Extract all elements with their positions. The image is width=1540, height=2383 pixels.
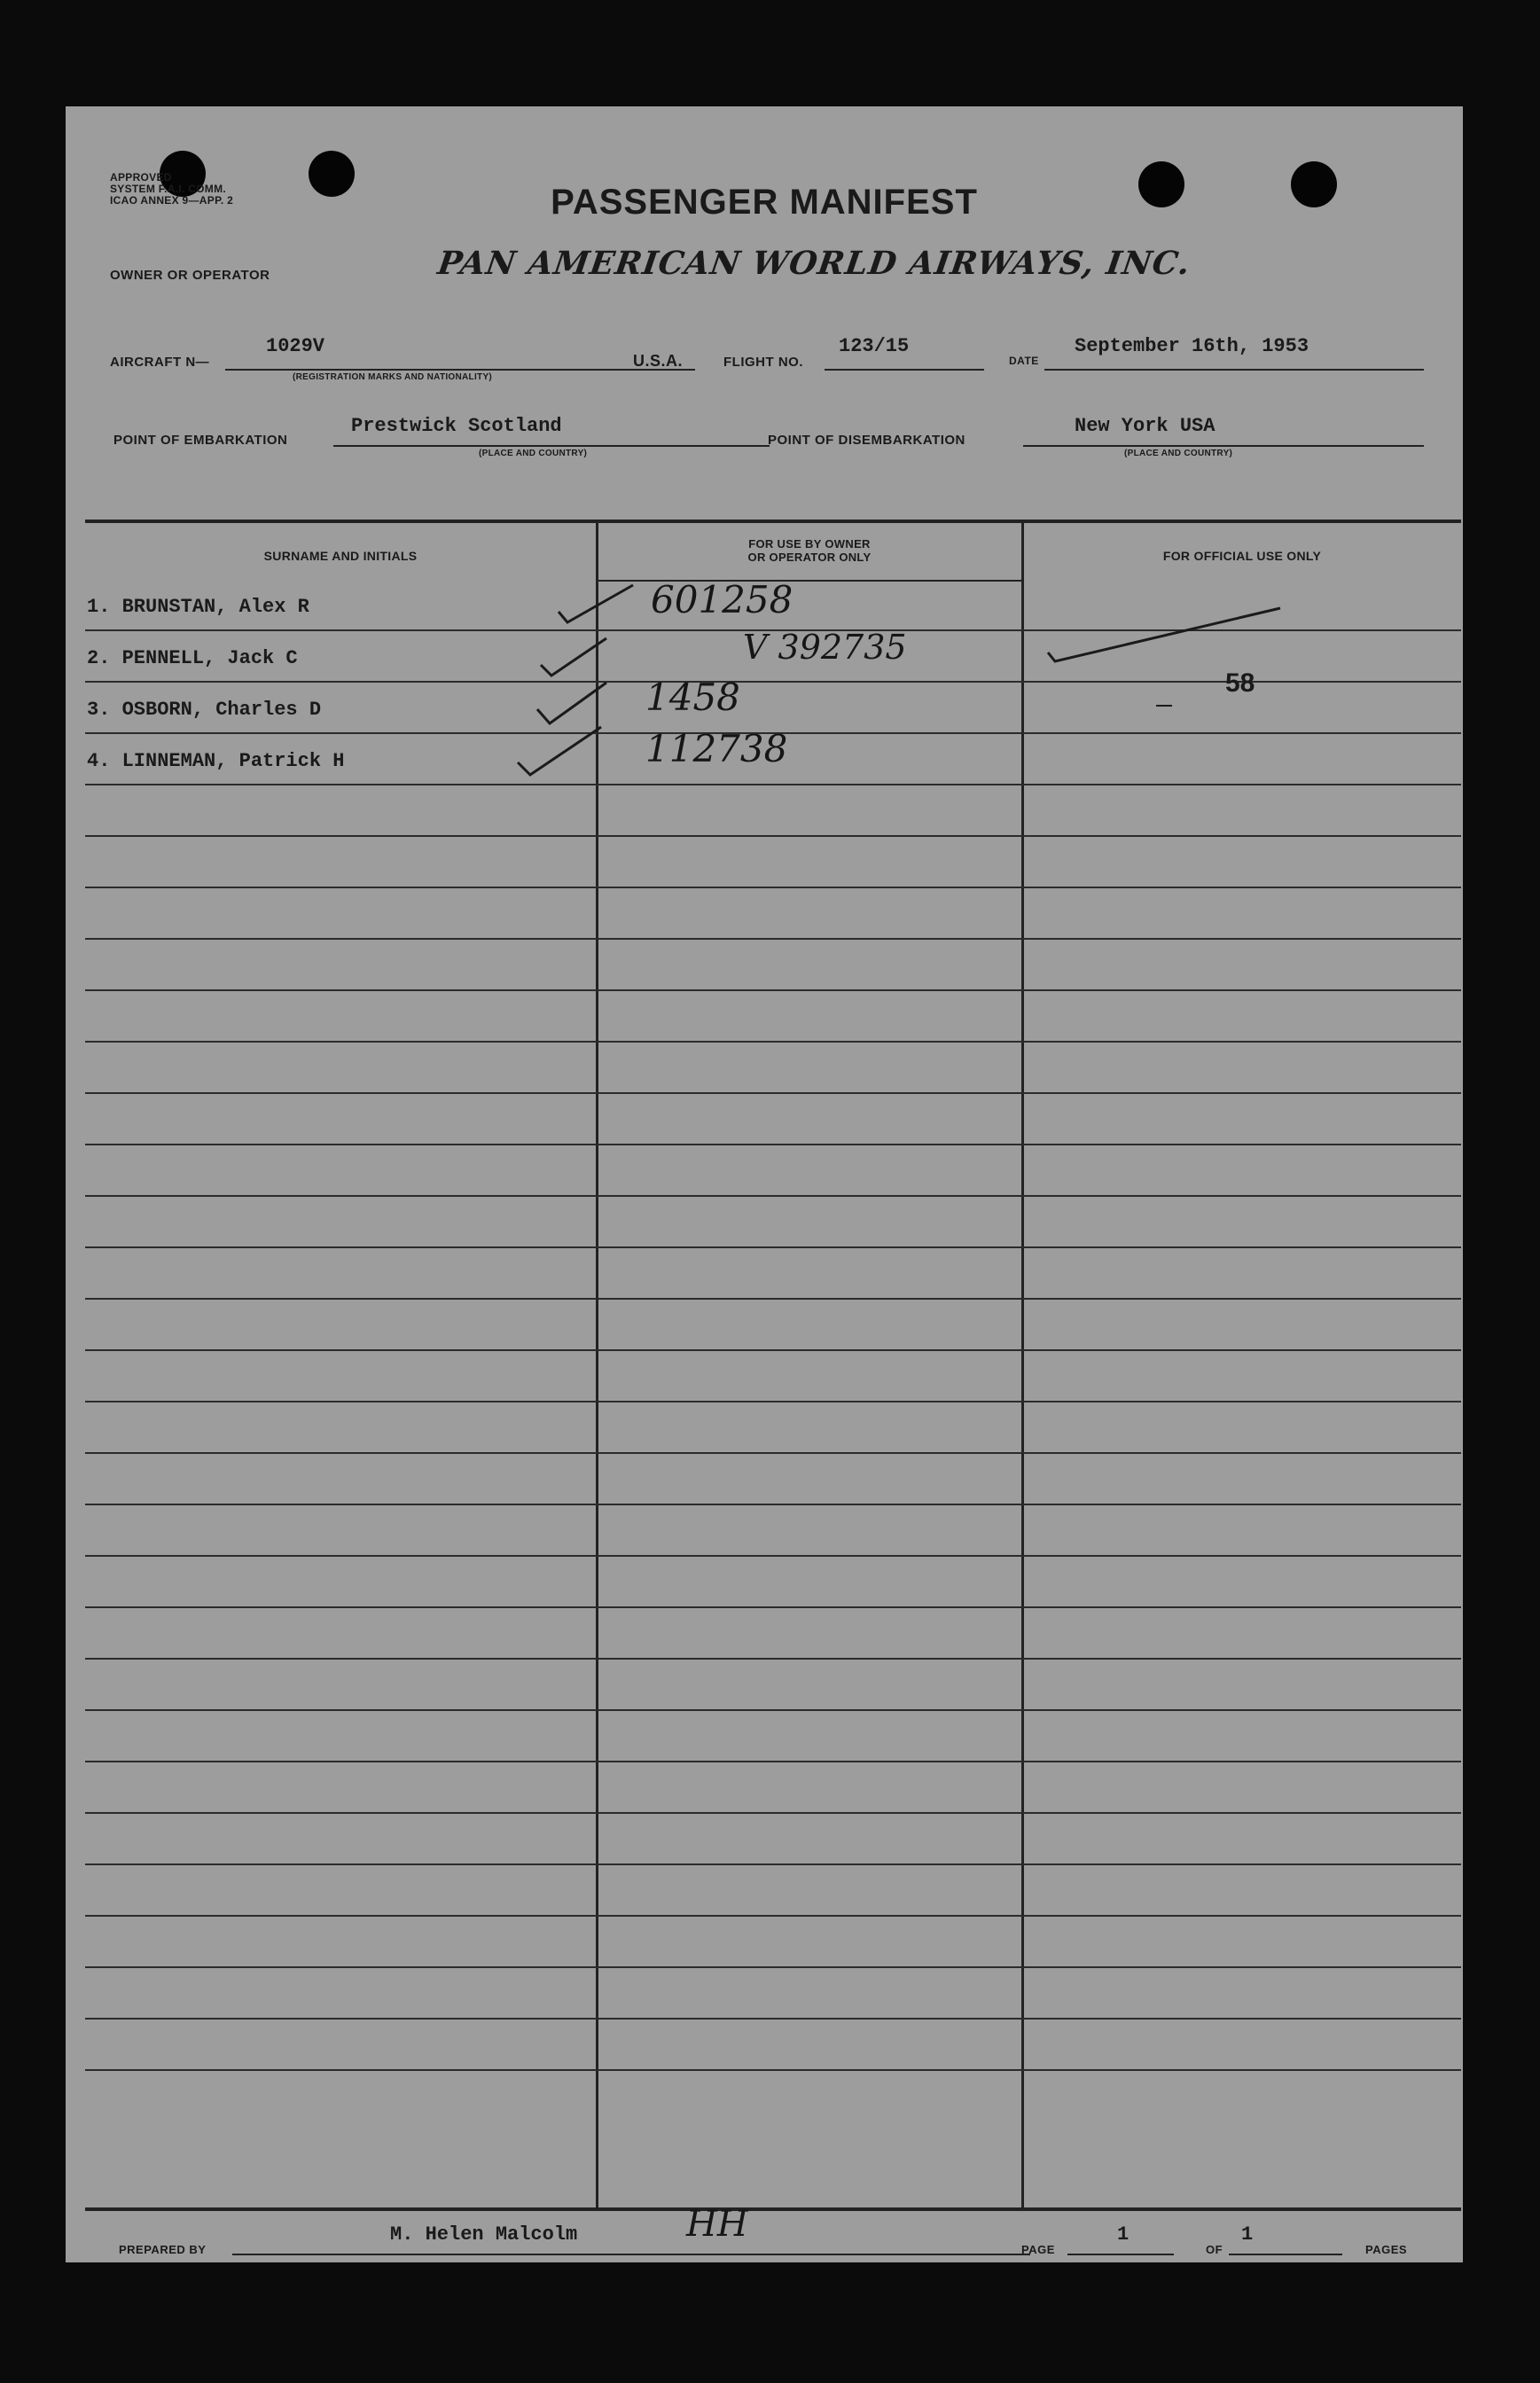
check-mark-4 (518, 727, 601, 775)
of-underline (1229, 2254, 1342, 2255)
date-label: DATE (1009, 355, 1039, 367)
handwritten-initials: HH (686, 2204, 748, 2245)
passenger-name-1: 1. BRUNSTAN, Alex R (87, 596, 309, 618)
ruled-line (85, 1144, 1461, 1145)
passenger-name-4: 4. LINNEMAN, Patrick H (87, 750, 345, 772)
flight-value: 123/15 (839, 335, 910, 357)
check-mark-3 (537, 683, 606, 723)
ruled-line (85, 1812, 1461, 1814)
registration-note: (REGISTRATION MARKS AND NATIONALITY) (293, 372, 493, 382)
ruled-line (85, 1195, 1461, 1197)
passenger-name-2: 2. PENNELL, Jack C (87, 647, 298, 669)
ruled-line (85, 1606, 1461, 1608)
official-value-3: 58 (1225, 668, 1255, 698)
ruled-line (85, 1041, 1461, 1043)
usa-label: U.S.A. (633, 352, 684, 370)
ruled-line (85, 1658, 1461, 1660)
page-underline (1067, 2254, 1174, 2255)
ruled-line (85, 1401, 1461, 1402)
approval-stamp: APPROVED SYSTEM F.A.I. COMM. ICAO ANNEX 9—APP. 2 (110, 171, 234, 207)
aircraft-label: AIRCRAFT N— (110, 355, 210, 370)
pages-label: PAGES (1365, 2243, 1408, 2256)
page-value: 1 (1117, 2223, 1130, 2246)
ruled-line (85, 1555, 1461, 1557)
owner-number-3: 1458 (645, 676, 740, 719)
official-check-mark (1048, 608, 1280, 661)
ruled-line (85, 1966, 1461, 1968)
ruled-line (85, 1915, 1461, 1917)
column-header-surname: SURNAME AND INITIALS (263, 549, 418, 563)
ruled-line (85, 1349, 1461, 1351)
check-marks (66, 106, 1463, 904)
owner-number-2: V 392735 (743, 628, 907, 667)
check-mark-1 (559, 585, 633, 622)
ruled-line (85, 938, 1461, 940)
ruled-line (85, 1298, 1461, 1300)
owner-number-1: 601258 (651, 578, 793, 621)
ruled-line (85, 989, 1461, 991)
owner-number-4: 112738 (645, 727, 788, 770)
ruled-line (85, 2069, 1461, 2071)
ruled-line (85, 1092, 1461, 1094)
disembark-place-note: (PLACE AND COUNTRY) (1124, 449, 1233, 458)
ruled-line (85, 1452, 1461, 1454)
disembark-label: POINT OF DISEMBARKATION (768, 433, 965, 448)
flight-label: FLIGHT NO. (723, 355, 803, 370)
ruled-line (85, 1246, 1461, 1248)
prepared-value: M. Helen Malcolm (390, 2223, 578, 2246)
disembark-value: New York USA (1075, 415, 1216, 437)
date-value: September 16th, 1953 (1075, 335, 1309, 357)
aircraft-value: 1029V (266, 335, 325, 357)
column-header-official: FOR OFFICIAL USE ONLY (1162, 549, 1322, 563)
owner-label: OWNER OR OPERATOR (110, 268, 270, 283)
column-header-owner-use: FOR USE BY OWNER OR OPERATOR ONLY (747, 537, 872, 564)
ruled-line (85, 1504, 1461, 1505)
manifest-sheet (66, 106, 1463, 2262)
ruled-line (85, 2018, 1461, 2020)
ruled-line (85, 1709, 1461, 1711)
page-label: PAGE (1021, 2243, 1055, 2256)
owner-value: PAN AMERICAN WORLD AIRWAYS, INC. (435, 245, 1193, 282)
ruled-line (85, 1863, 1461, 1865)
of-value: 1 (1241, 2223, 1254, 2246)
ruled-line (85, 1761, 1461, 1762)
page-title: PASSENGER MANIFEST (551, 183, 978, 222)
check-mark-2 (541, 638, 606, 676)
of-label: OF (1206, 2243, 1223, 2256)
embark-value: Prestwick Scotland (351, 415, 562, 437)
table-bottom-border (85, 2207, 1461, 2211)
prepared-label: PREPARED BY (119, 2243, 207, 2256)
embark-label: POINT OF EMBARKATION (113, 433, 288, 448)
passenger-name-3: 3. OSBORN, Charles D (87, 699, 322, 721)
embark-place-note: (PLACE AND COUNTRY) (479, 449, 588, 458)
prepared-underline (232, 2254, 1030, 2255)
